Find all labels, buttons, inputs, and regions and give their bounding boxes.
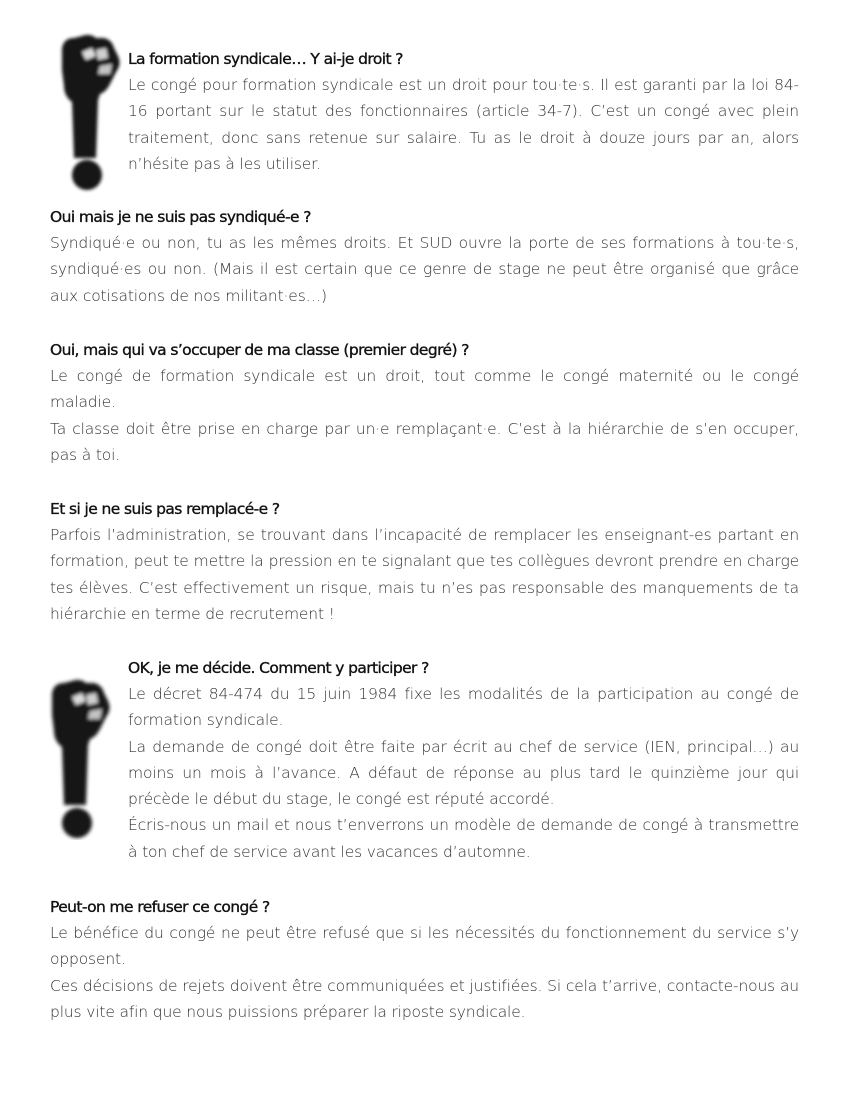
section-paragraph: Écris-nous un mail et nous t’enverrons un modèle de demande de congé à transmettre à ton chef de service avant les vacances d’automne. bbox=[128, 816, 799, 861]
faq-section-refusal bbox=[50, 894, 799, 1025]
section-heading: Oui mais je ne suis pas syndiqué-e ? bbox=[50, 208, 311, 226]
section-heading: Oui, mais qui va s’occuper de ma classe (premier degré) ? bbox=[50, 341, 469, 359]
section-paragraph: Parfois l’administration, se trouvant dans l’incapacité de remplacer les enseignant-es partant en formation, peut te mettre la pression en te signalant que tes collègues devront prendre en charge tes élèves. C’est effectivement un risque, mais tu n’es pas responsable des manquements de ta hiérarchie en terme de recrutement ! bbox=[50, 526, 799, 623]
section-heading: OK, je me décide. Comment y participer ? bbox=[128, 659, 429, 677]
section-heading: Peut-on me refuser ce congé ? bbox=[50, 898, 270, 916]
faq-section-class-coverage bbox=[50, 337, 799, 468]
raised-fist-exclamation-icon bbox=[52, 30, 127, 195]
faq-section-right-to-training bbox=[128, 46, 799, 177]
section-paragraph: Le décret 84-474 du 15 juin 1984 fixe les modalités de la participation au congé de formation syndicale. bbox=[128, 685, 799, 730]
section-paragraph: Le congé de formation syndicale est un droit, tout comme le congé maternité ou le congé maladie. bbox=[50, 367, 799, 412]
section-paragraph: Syndiqué·e ou non, tu as les mêmes droits. Et SUD ouvre la porte de ses formations à tou·te·s, syndiqué·es ou non. (Mais il est certain que ce genre de stage ne peut être organisé que grâce aux cotisations de nos militant·es…) bbox=[50, 234, 799, 305]
section-heading: La formation syndicale… Y ai-je droit ? bbox=[128, 50, 403, 68]
section-heading: Et si je ne suis pas remplacé-e ? bbox=[50, 500, 280, 518]
section-paragraph: Ces décisions de rejets doivent être communiquées et justifiées. Si cela t’arrive, contacte-nous au plus vite afin que nous puissions préparer la riposte syndicale. bbox=[50, 976, 799, 1021]
section-paragraph: La demande de congé doit être faite par écrit au chef de service (IEN, principal…) au moins un mois à l’avance. A défaut de réponse au plus tard le quinzième jour qui précède le début du stage, le congé est réputé accordé. bbox=[128, 737, 799, 809]
faq-section-not-unionized bbox=[50, 204, 799, 309]
faq-section-how-to-participate bbox=[128, 655, 799, 865]
section-paragraph: Ta classe doit être prise en charge par un·e remplaçant·e. C’est à la hiérarchie de s’en occuper, pas à toi. bbox=[50, 419, 799, 464]
section-paragraph: Le bénéfice du congé ne peut être refusé que si les nécessités du fonctionnement du service s’y opposent. bbox=[50, 924, 799, 969]
raised-fist-exclamation-icon bbox=[40, 675, 115, 840]
faq-section-not-replaced bbox=[50, 496, 799, 627]
section-paragraph: Le congé pour formation syndicale est un droit pour tou·te·s. Il est garanti par la loi 84-16 portant sur le statut des fonctionnaires (article 34-7). C’est un congé avec plein traitement, donc sans retenue sur salaire. Tu as le droit à douze jours par an, alors n’hésite pas à les utiliser. bbox=[128, 76, 799, 173]
